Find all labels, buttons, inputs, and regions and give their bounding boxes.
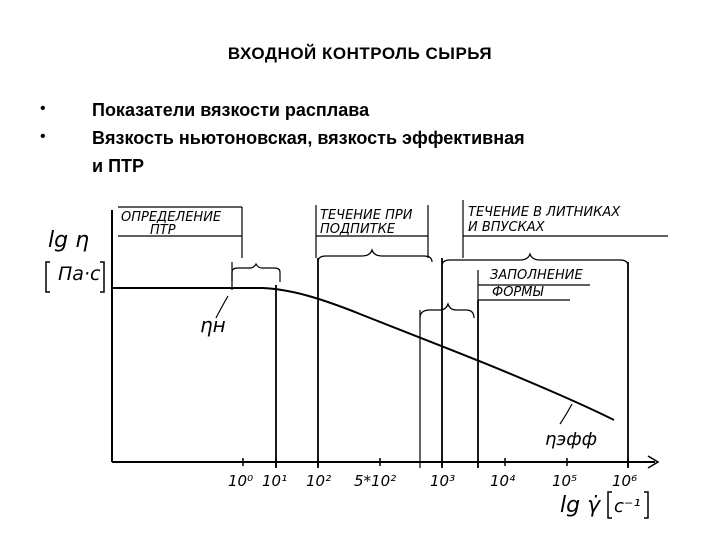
y-axis-label: lg η	[48, 228, 90, 253]
viscosity-curve	[112, 288, 614, 420]
bullet-text-continuation: и ПТР	[92, 156, 145, 176]
x-axis-label: lg γ̇	[560, 493, 601, 518]
region-label-filling-sub: ФОРМЫ	[492, 285, 544, 300]
x-tick-label: 10⁴	[490, 472, 516, 490]
region-label-filling: ЗАПОЛНЕНИЕ	[490, 268, 583, 283]
x-tick-label: 10²	[306, 472, 332, 490]
region-label-feeding-sub: ПОДПИТКЕ	[320, 222, 396, 237]
slide-title: ВХОДНОЙ КОНТРОЛЬ СЫРЬЯ	[227, 44, 493, 63]
region-label-ptr-sub: ПТР	[150, 223, 176, 238]
region-label-ptr: ОПРЕДЕЛЕНИЕ	[121, 210, 222, 225]
bullet-text: Вязкость ньютоновская, вязкость эффективная	[92, 128, 525, 148]
x-unit-bracket-right	[644, 492, 648, 518]
x-tick-label: 10⁶	[612, 472, 638, 490]
brace-feeding	[318, 250, 432, 262]
region-label-runners-sub: И ВПУСКАХ	[468, 220, 545, 235]
x-tick-label: 10³	[430, 472, 456, 490]
bullet-dot-icon: •	[40, 100, 46, 117]
newtonian-viscosity-label: ηн	[200, 313, 226, 337]
x-tick-label: 10⁰	[228, 472, 254, 490]
x-tick-label: 10¹	[262, 472, 288, 490]
region-label-runners: ТЕЧЕНИЕ В ЛИТНИКАХ	[468, 205, 621, 220]
x-tick-label: 10⁵	[552, 472, 578, 490]
brace-ptr	[232, 264, 280, 282]
x-unit-bracket-left	[608, 492, 612, 518]
bullet-dot-icon: •	[40, 128, 46, 145]
brace-runners	[442, 254, 628, 266]
unit-bracket-right	[100, 262, 104, 292]
x-tick-label: 5*10²	[354, 472, 397, 490]
y-axis-unit: Па·с	[58, 263, 101, 285]
brace-filling	[420, 304, 474, 318]
unit-bracket-left	[46, 262, 50, 292]
bullet-text: Показатели вязкости расплава	[92, 100, 370, 120]
effective-viscosity-label: ηэфф	[545, 429, 598, 450]
region-label-feeding: ТЕЧЕНИЕ ПРИ	[320, 208, 413, 223]
x-axis-unit: с⁻¹	[614, 496, 641, 517]
